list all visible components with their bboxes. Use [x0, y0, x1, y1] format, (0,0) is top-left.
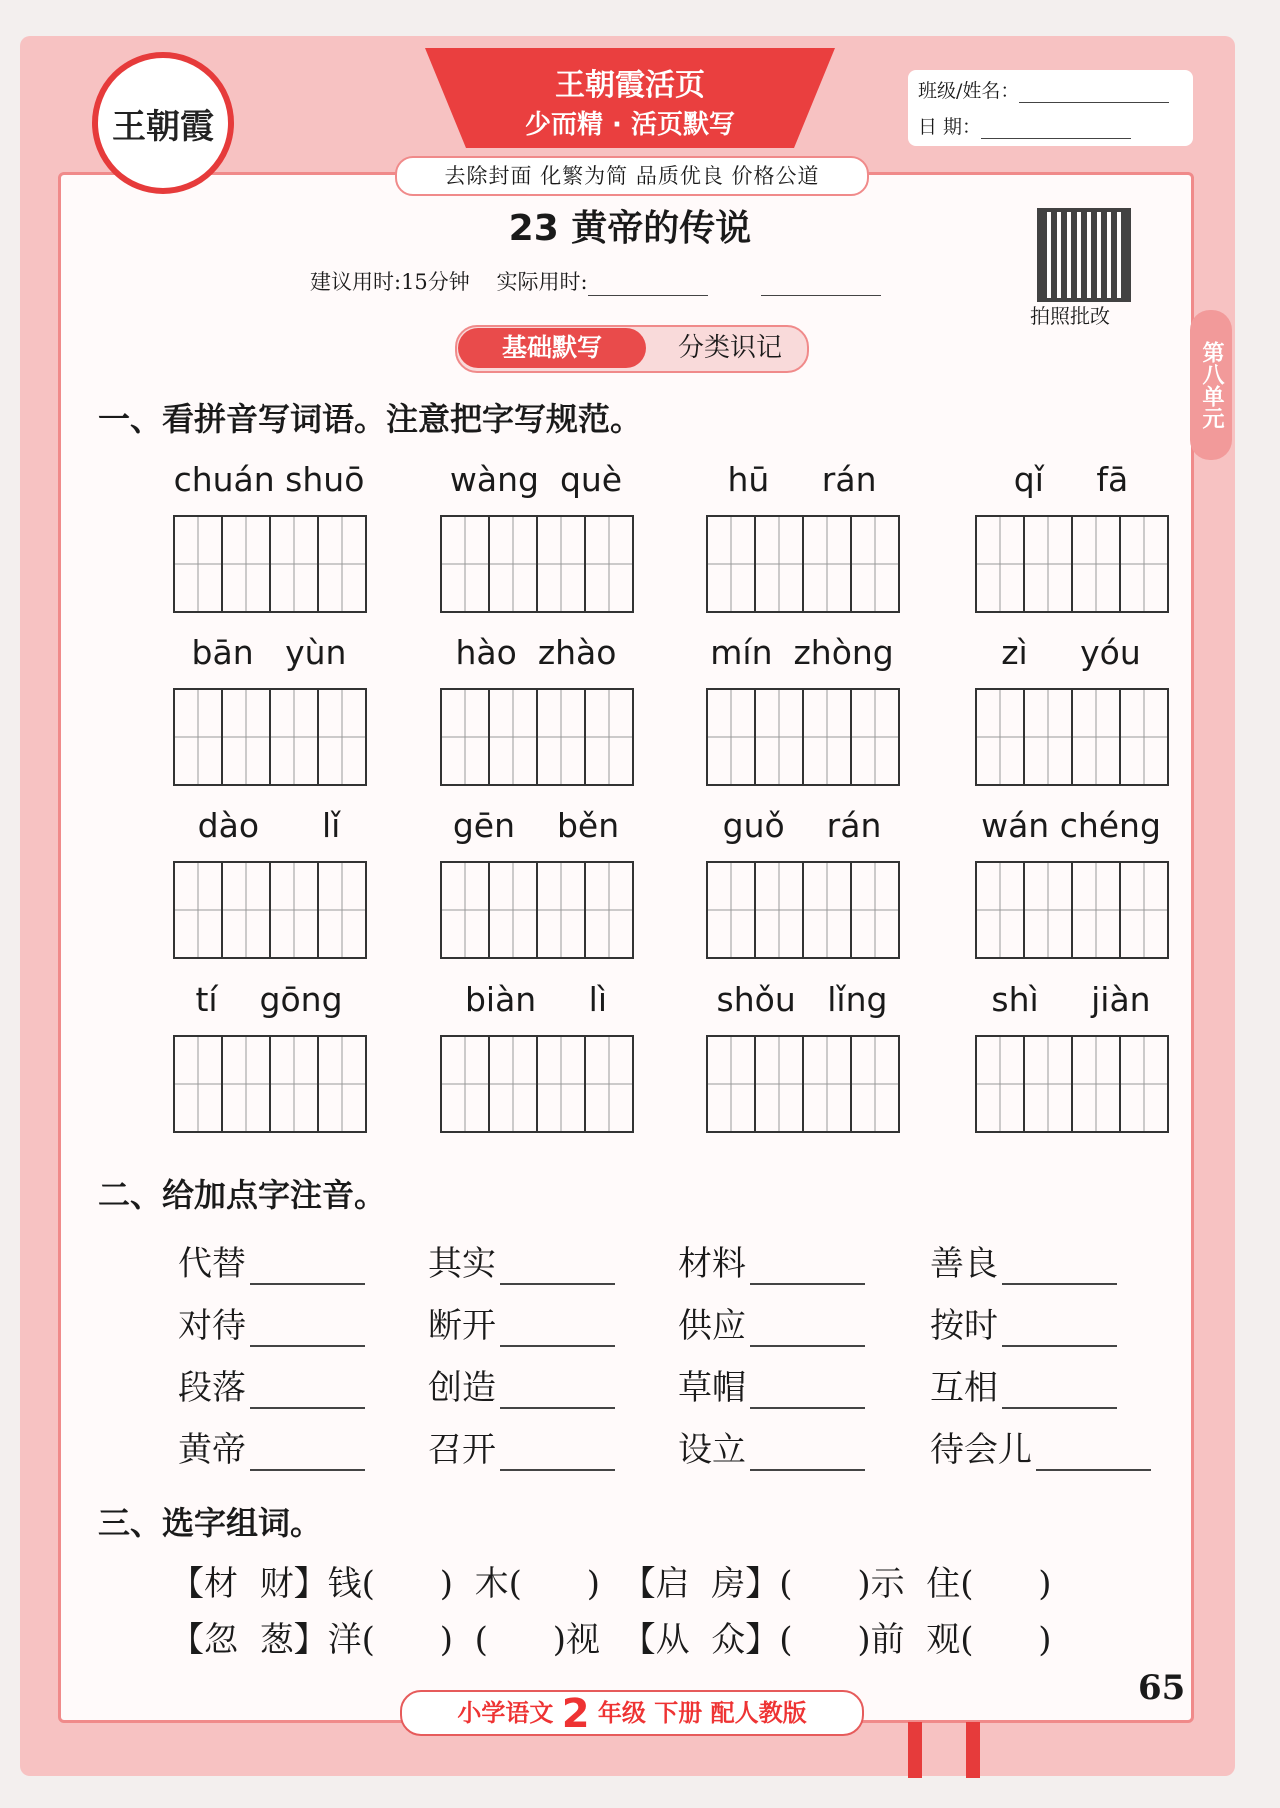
writing-grid-cell[interactable] [442, 690, 490, 784]
writing-grid[interactable] [706, 688, 900, 786]
writing-grid-cell[interactable] [271, 690, 319, 784]
writing-grid-cell[interactable] [977, 1037, 1025, 1131]
writing-grid[interactable] [706, 861, 900, 959]
suggested-time: 建议用时:15分钟 [310, 270, 470, 294]
writing-grid-cell[interactable] [271, 1037, 319, 1131]
writing-grid-cell[interactable] [223, 517, 271, 611]
phonetic-item [428, 1236, 615, 1285]
pinyin-label: qǐ fā [1013, 460, 1129, 499]
writing-grid-cell[interactable] [756, 690, 804, 784]
pinyin-label: hū rán [727, 460, 877, 499]
writing-grid-cell[interactable] [977, 517, 1025, 611]
writing-grid-cell[interactable] [271, 517, 319, 611]
answer-blank[interactable] [750, 1315, 865, 1347]
time-line [310, 266, 881, 296]
writing-grid-cell[interactable] [804, 690, 852, 784]
phonetic-item [178, 1422, 365, 1471]
writing-grid-cell[interactable] [490, 863, 538, 957]
footer-grade-suffix: 年级 下册 配人教版 [597, 1699, 807, 1727]
answer-blank[interactable] [1002, 1377, 1117, 1409]
answer-blank[interactable] [250, 1439, 365, 1471]
phonetic-item [178, 1298, 365, 1347]
writing-grid-cell[interactable] [1025, 517, 1073, 611]
writing-grid[interactable] [440, 515, 634, 613]
date-field[interactable] [981, 120, 1131, 139]
writing-grid-cell[interactable] [175, 517, 223, 611]
phonetic-item [678, 1422, 865, 1471]
writing-grid[interactable] [706, 515, 900, 613]
phonetic-word: 设立 [678, 1430, 746, 1470]
phonetic-item [178, 1236, 365, 1285]
writing-grid-cell[interactable] [1025, 690, 1073, 784]
pinyin-label: zì yóu [1001, 633, 1141, 672]
phonetic-item [428, 1298, 615, 1347]
phonetic-item [678, 1298, 865, 1347]
phonetic-item [678, 1236, 865, 1285]
answer-blank[interactable] [1002, 1253, 1117, 1285]
writing-grid-cell[interactable] [319, 690, 365, 784]
phonetic-word: 对待 [178, 1306, 246, 1346]
answer-blank[interactable] [750, 1253, 865, 1285]
answer-blank[interactable] [250, 1253, 365, 1285]
actual-time-field[interactable] [588, 275, 708, 296]
writing-grid-cell[interactable] [1073, 863, 1121, 957]
pinyin-label: shì jiàn [991, 980, 1151, 1019]
phonetic-word: 待会儿 [930, 1430, 1032, 1470]
writing-grid-cell[interactable] [1121, 690, 1167, 784]
writing-grid-cell[interactable] [852, 863, 898, 957]
writing-grid-cell[interactable] [1073, 517, 1121, 611]
page-number: 65 [1138, 1668, 1186, 1708]
writing-grid-cell[interactable] [852, 1037, 898, 1131]
answer-blank[interactable] [250, 1377, 365, 1409]
pinyin-label: chuán shuō [173, 460, 365, 499]
writing-grid-cell[interactable] [271, 863, 319, 957]
section-badge-right: 分类识记 [677, 333, 782, 363]
writing-grid-cell[interactable] [223, 690, 271, 784]
writing-grid-cell[interactable] [442, 1037, 490, 1131]
writing-grid[interactable] [975, 515, 1169, 613]
q2-heading: 二、给加点字注音。 [98, 1176, 387, 1214]
footer-subject: 小学语文 [457, 1699, 554, 1727]
writing-grid[interactable] [440, 861, 634, 959]
pinyin-label: dào lǐ [197, 806, 341, 845]
writing-grid-cell[interactable] [1073, 690, 1121, 784]
writing-grid-cell[interactable] [586, 1037, 632, 1131]
phonetic-item [428, 1360, 615, 1409]
writing-grid-cell[interactable] [175, 863, 223, 957]
phonetic-item [930, 1298, 1117, 1347]
qr-label: 拍照批改 [1030, 304, 1110, 328]
writing-grid-cell[interactable] [442, 517, 490, 611]
writing-grid-cell[interactable] [977, 690, 1025, 784]
phonetic-word: 供应 [678, 1306, 746, 1346]
pinyin-label: hào zhào [455, 633, 617, 672]
answer-blank[interactable] [500, 1315, 615, 1347]
writing-grid[interactable] [173, 861, 367, 959]
writing-grid-cell[interactable] [586, 690, 632, 784]
class-name-field[interactable] [1019, 84, 1169, 103]
answer-blank[interactable] [1002, 1315, 1117, 1347]
writing-grid[interactable] [173, 515, 367, 613]
writing-grid[interactable] [173, 688, 367, 786]
writing-grid-cell[interactable] [756, 517, 804, 611]
date-label: 日 期： [918, 116, 982, 138]
actual-time-label: 实际用时: [496, 270, 588, 294]
writing-grid[interactable] [440, 1035, 634, 1133]
pinyin-label: wán chéng [981, 806, 1161, 845]
binder-tabs [908, 1722, 988, 1778]
phonetic-word: 代替 [178, 1244, 246, 1284]
writing-grid-cell[interactable] [319, 1037, 365, 1131]
answer-blank[interactable] [500, 1439, 615, 1471]
actual-time-field-2[interactable] [761, 275, 881, 296]
writing-grid-cell[interactable] [319, 517, 365, 611]
phonetic-word: 其实 [428, 1244, 496, 1284]
writing-grid-cell[interactable] [490, 517, 538, 611]
writing-grid-cell[interactable] [804, 863, 852, 957]
writing-grid-cell[interactable] [756, 863, 804, 957]
phonetic-word: 善良 [930, 1244, 998, 1284]
writing-grid-cell[interactable] [1121, 863, 1167, 957]
writing-grid-cell[interactable] [223, 1037, 271, 1131]
writing-grid-cell[interactable] [538, 863, 586, 957]
student-info-box [908, 70, 1193, 146]
writing-grid-cell[interactable] [708, 863, 756, 957]
phonetic-word: 草帽 [678, 1368, 746, 1408]
phonetic-item [178, 1360, 365, 1409]
writing-grid-cell[interactable] [586, 517, 632, 611]
phonetic-word: 黄帝 [178, 1430, 246, 1470]
writing-grid[interactable] [706, 1035, 900, 1133]
writing-grid[interactable] [440, 688, 634, 786]
pinyin-label: shǒu lǐng [716, 980, 888, 1019]
writing-grid-cell[interactable] [977, 863, 1025, 957]
writing-grid-cell[interactable] [708, 1037, 756, 1131]
unit-tab: 第八单元 [1190, 310, 1232, 460]
answer-blank[interactable] [500, 1253, 615, 1285]
writing-grid-cell[interactable] [490, 1037, 538, 1131]
phonetic-word: 材料 [678, 1244, 746, 1284]
slogan: 去除封面 化繁为简 品质优良 价格公道 [395, 156, 869, 196]
logo: 王朝霞 [92, 52, 234, 194]
writing-grid-cell[interactable] [223, 863, 271, 957]
q1-heading: 一、看拼音写词语。注意把字写规范。 [98, 400, 643, 438]
writing-grid-cell[interactable] [804, 517, 852, 611]
writing-grid-cell[interactable] [1025, 1037, 1073, 1131]
writing-grid-cell[interactable] [1073, 1037, 1121, 1131]
pinyin-label: guǒ rán [722, 806, 882, 845]
phonetic-word: 按时 [930, 1306, 998, 1346]
answer-blank[interactable] [250, 1315, 365, 1347]
banner-title: 王朝霞活页 [555, 68, 705, 103]
writing-grid-cell[interactable] [1025, 863, 1073, 957]
writing-grid-cell[interactable] [175, 690, 223, 784]
writing-grid-cell[interactable] [804, 1037, 852, 1131]
writing-grid-cell[interactable] [175, 1037, 223, 1131]
banner-subtitle: 少而精 · 活页默写 [525, 110, 735, 140]
writing-grid[interactable] [975, 861, 1169, 959]
answer-blank[interactable] [750, 1439, 865, 1471]
writing-grid-cell[interactable] [490, 690, 538, 784]
writing-grid[interactable] [173, 1035, 367, 1133]
writing-grid-cell[interactable] [538, 1037, 586, 1131]
section-badge-left: 基础默写 [458, 328, 646, 368]
pinyin-label: wàng què [449, 460, 623, 499]
phonetic-item [428, 1422, 615, 1471]
writing-grid-cell[interactable] [1121, 517, 1167, 611]
phonetic-word: 互相 [930, 1368, 998, 1408]
phonetic-item [930, 1360, 1117, 1409]
phonetic-word: 断开 [428, 1306, 496, 1346]
writing-grid-cell[interactable] [852, 690, 898, 784]
writing-grid-cell[interactable] [538, 690, 586, 784]
writing-grid[interactable] [975, 1035, 1169, 1133]
lesson-title: 23 黄帝的传说 [508, 208, 752, 249]
pinyin-label: bān yùn [191, 633, 347, 672]
footer-badge [400, 1690, 864, 1736]
writing-grid-cell[interactable] [1121, 1037, 1167, 1131]
answer-blank[interactable] [750, 1377, 865, 1409]
pinyin-label: biàn lì [464, 980, 608, 1019]
writing-grid-cell[interactable] [708, 690, 756, 784]
answer-blank[interactable] [1036, 1439, 1151, 1471]
pinyin-label: mín zhòng [710, 633, 894, 672]
phonetic-word: 段落 [178, 1368, 246, 1408]
pinyin-label: gēn běn [452, 806, 620, 845]
phonetic-word: 召开 [428, 1430, 496, 1470]
writing-grid-cell[interactable] [538, 517, 586, 611]
writing-grid-cell[interactable] [586, 863, 632, 957]
phonetic-item [930, 1236, 1117, 1285]
class-name-label: 班级/姓名： [918, 80, 1020, 102]
writing-grid[interactable] [975, 688, 1169, 786]
phonetic-item [930, 1422, 1151, 1471]
writing-grid-cell[interactable] [756, 1037, 804, 1131]
writing-grid-cell[interactable] [442, 863, 490, 957]
q3-heading: 三、选字组词。 [98, 1504, 323, 1542]
writing-grid-cell[interactable] [708, 517, 756, 611]
pinyin-label: tí gōng [195, 980, 343, 1019]
writing-grid-cell[interactable] [319, 863, 365, 957]
q3-row-2: 【忽 葱】洋( ) ( )视 【从 众】( )前 观( ) [170, 1620, 1052, 1660]
phonetic-word: 创造 [428, 1368, 496, 1408]
writing-grid-cell[interactable] [852, 517, 898, 611]
answer-blank[interactable] [500, 1377, 615, 1409]
phonetic-item [678, 1360, 865, 1409]
qr-code-icon[interactable] [1037, 208, 1131, 302]
footer-grade-number: 2 [561, 1691, 590, 1737]
q3-row-1: 【材 财】钱( ) 木( ) 【启 房】( )示 住( ) [170, 1564, 1052, 1604]
